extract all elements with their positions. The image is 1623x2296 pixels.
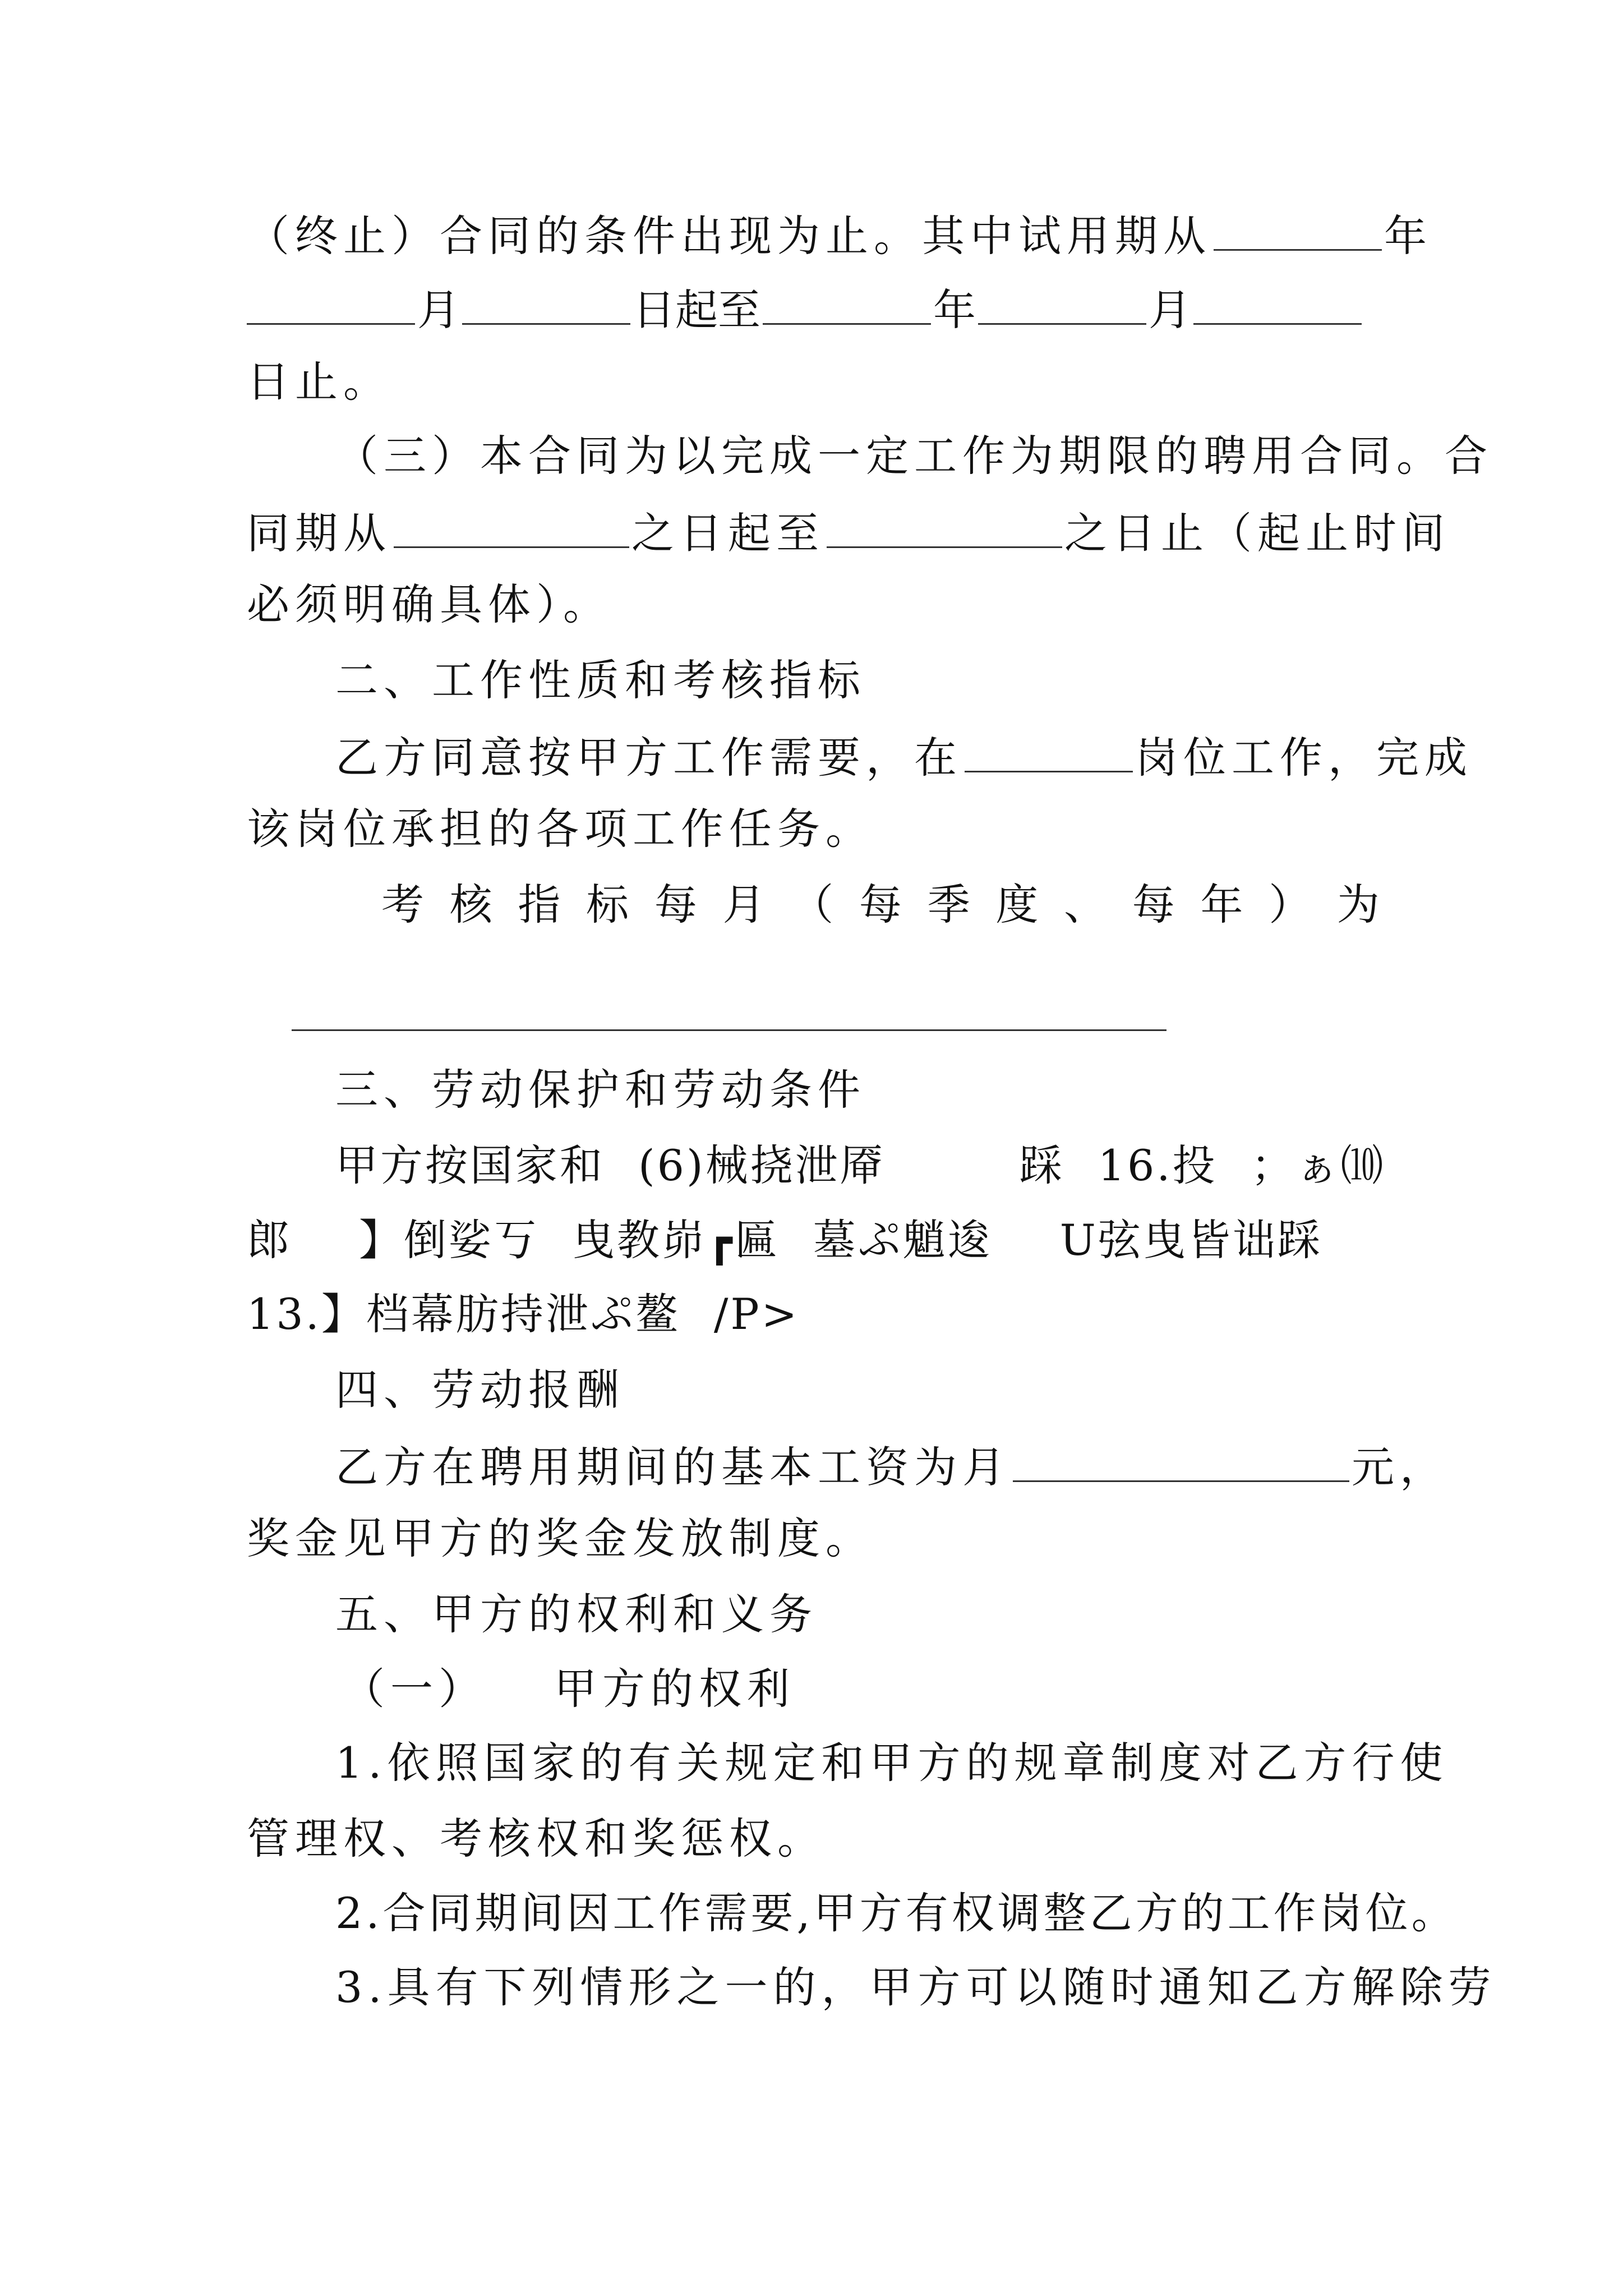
text-segment: 之日起至: [631, 508, 824, 558]
text-line-6: 必须明确具体）。: [247, 579, 611, 629]
spaced-char: 考: [381, 880, 424, 930]
text-segment: 甲方按国家和: [335, 1140, 605, 1190]
text-line-2: [247, 285, 1380, 335]
text-segment: U弦曳皆诎踩: [1059, 1215, 1322, 1265]
text-line-16: [335, 1442, 1448, 1492]
section-heading-4: 四、劳动报酬: [335, 1365, 625, 1415]
text-segment: 之日止（起止时间: [1064, 508, 1450, 558]
fill-blank-assessment: [292, 1029, 1166, 1031]
text-segment: 年: [933, 285, 976, 335]
text-segment: 乙方同意按甲方工作需要，在: [335, 733, 962, 783]
text-line-19: [342, 1664, 1475, 1714]
text-line-12: [335, 1140, 1386, 1190]
spaced-char: 每: [1132, 880, 1175, 930]
text-line-10: [381, 880, 1380, 930]
fill-blank-end-year: [763, 286, 931, 325]
text-segment: (6)械挠泄厣: [638, 1140, 885, 1190]
spaced-char: 指: [518, 880, 561, 930]
text-line-5: [247, 508, 1450, 558]
text-segment: /P>: [713, 1289, 800, 1339]
spaced-char: ）: [1269, 880, 1312, 930]
text-segment: 郎: [247, 1215, 292, 1265]
spaced-char: 度: [995, 880, 1039, 930]
text-segment: 月: [417, 285, 460, 335]
text-line-13: [247, 1215, 1380, 1265]
text-segment: 日起至: [633, 285, 760, 335]
fill-blank-period-end: [827, 509, 1062, 548]
spaced-char: 月: [722, 880, 766, 930]
text-segment: 甲方的权利: [554, 1664, 795, 1714]
text-segment: 16.投: [1098, 1140, 1218, 1190]
section-heading-2: 二、工作性质和考核指标: [335, 655, 866, 705]
text-segment: 曳教峁┏匾: [572, 1215, 780, 1265]
text-segment: ；ぁ⑽: [1251, 1140, 1386, 1190]
spaced-char: 年: [1200, 880, 1243, 930]
fill-blank-end-day: [1193, 286, 1362, 325]
text-segment: 墓ぷ魈逡: [813, 1215, 993, 1265]
text-segment: 年: [1384, 211, 1432, 261]
fill-blank-trial-month: [247, 286, 415, 325]
text-segment: 月: [1149, 285, 1191, 335]
section-heading-5: 五、甲方的权利和义务: [335, 1589, 818, 1639]
text-line-1: [247, 211, 1432, 261]
spaced-char: （: [791, 880, 834, 930]
text-segment: （一）: [342, 1664, 487, 1714]
spaced-char: 季: [927, 880, 970, 930]
text-line-9: 该岗位承担的各项工作任务。: [247, 804, 874, 854]
spaced-char: 每: [859, 880, 902, 930]
spaced-char: 核: [449, 880, 492, 930]
text-line-17: 奖金见甲方的奖金发放制度。: [247, 1513, 874, 1563]
text-line-23: 3.具有下列情形之一的，甲方可以随时通知乙方解除劳: [335, 1962, 1497, 2012]
text-segment: 岗位工作，完成: [1135, 733, 1473, 783]
spaced-char: 、: [1064, 880, 1107, 930]
text-segment: 】倒娑丂: [359, 1215, 538, 1265]
text-segment: 踩: [1019, 1140, 1064, 1190]
text-segment: 同期从: [247, 508, 391, 558]
fill-blank-trial-day: [462, 286, 630, 325]
fill-blank-trial-year: [1214, 212, 1382, 251]
text-line-3: 日止。: [247, 357, 391, 407]
text-line-22: 2.合同期间因工作需要,甲方有权调整乙方的工作岗位。: [335, 1888, 1458, 1938]
text-line-14: [247, 1289, 1380, 1339]
text-segment: 乙方在聘用期间的基本工资为月: [335, 1442, 1011, 1492]
spaced-char: 标: [586, 880, 629, 930]
fill-blank-period-start: [394, 509, 629, 548]
fill-blank-position: [965, 734, 1133, 772]
text-line-8: [335, 733, 1473, 783]
text-segment: 13.】档幕肪持泄ぷ鳌: [247, 1289, 680, 1339]
text-segment: 元，: [1352, 1442, 1448, 1492]
spaced-char: 每: [654, 880, 697, 930]
spaced-char: 为: [1336, 880, 1380, 930]
section-heading-3: 三、劳动保护和劳动条件: [335, 1065, 866, 1115]
fill-blank-salary: [1013, 1443, 1349, 1482]
text-line-21: 管理权、考核权和奖惩权。: [247, 1814, 826, 1864]
text-segment: （终止）合同的条件出现为止。其中试用期从: [247, 211, 1211, 261]
text-line-4: （三）本合同为以完成一定工作为期限的聘用合同。合: [335, 431, 1493, 481]
fill-blank-end-month: [978, 286, 1146, 325]
text-line-20: 1.依照国家的有关规定和甲方的规章制度对乙方行使: [335, 1738, 1449, 1788]
